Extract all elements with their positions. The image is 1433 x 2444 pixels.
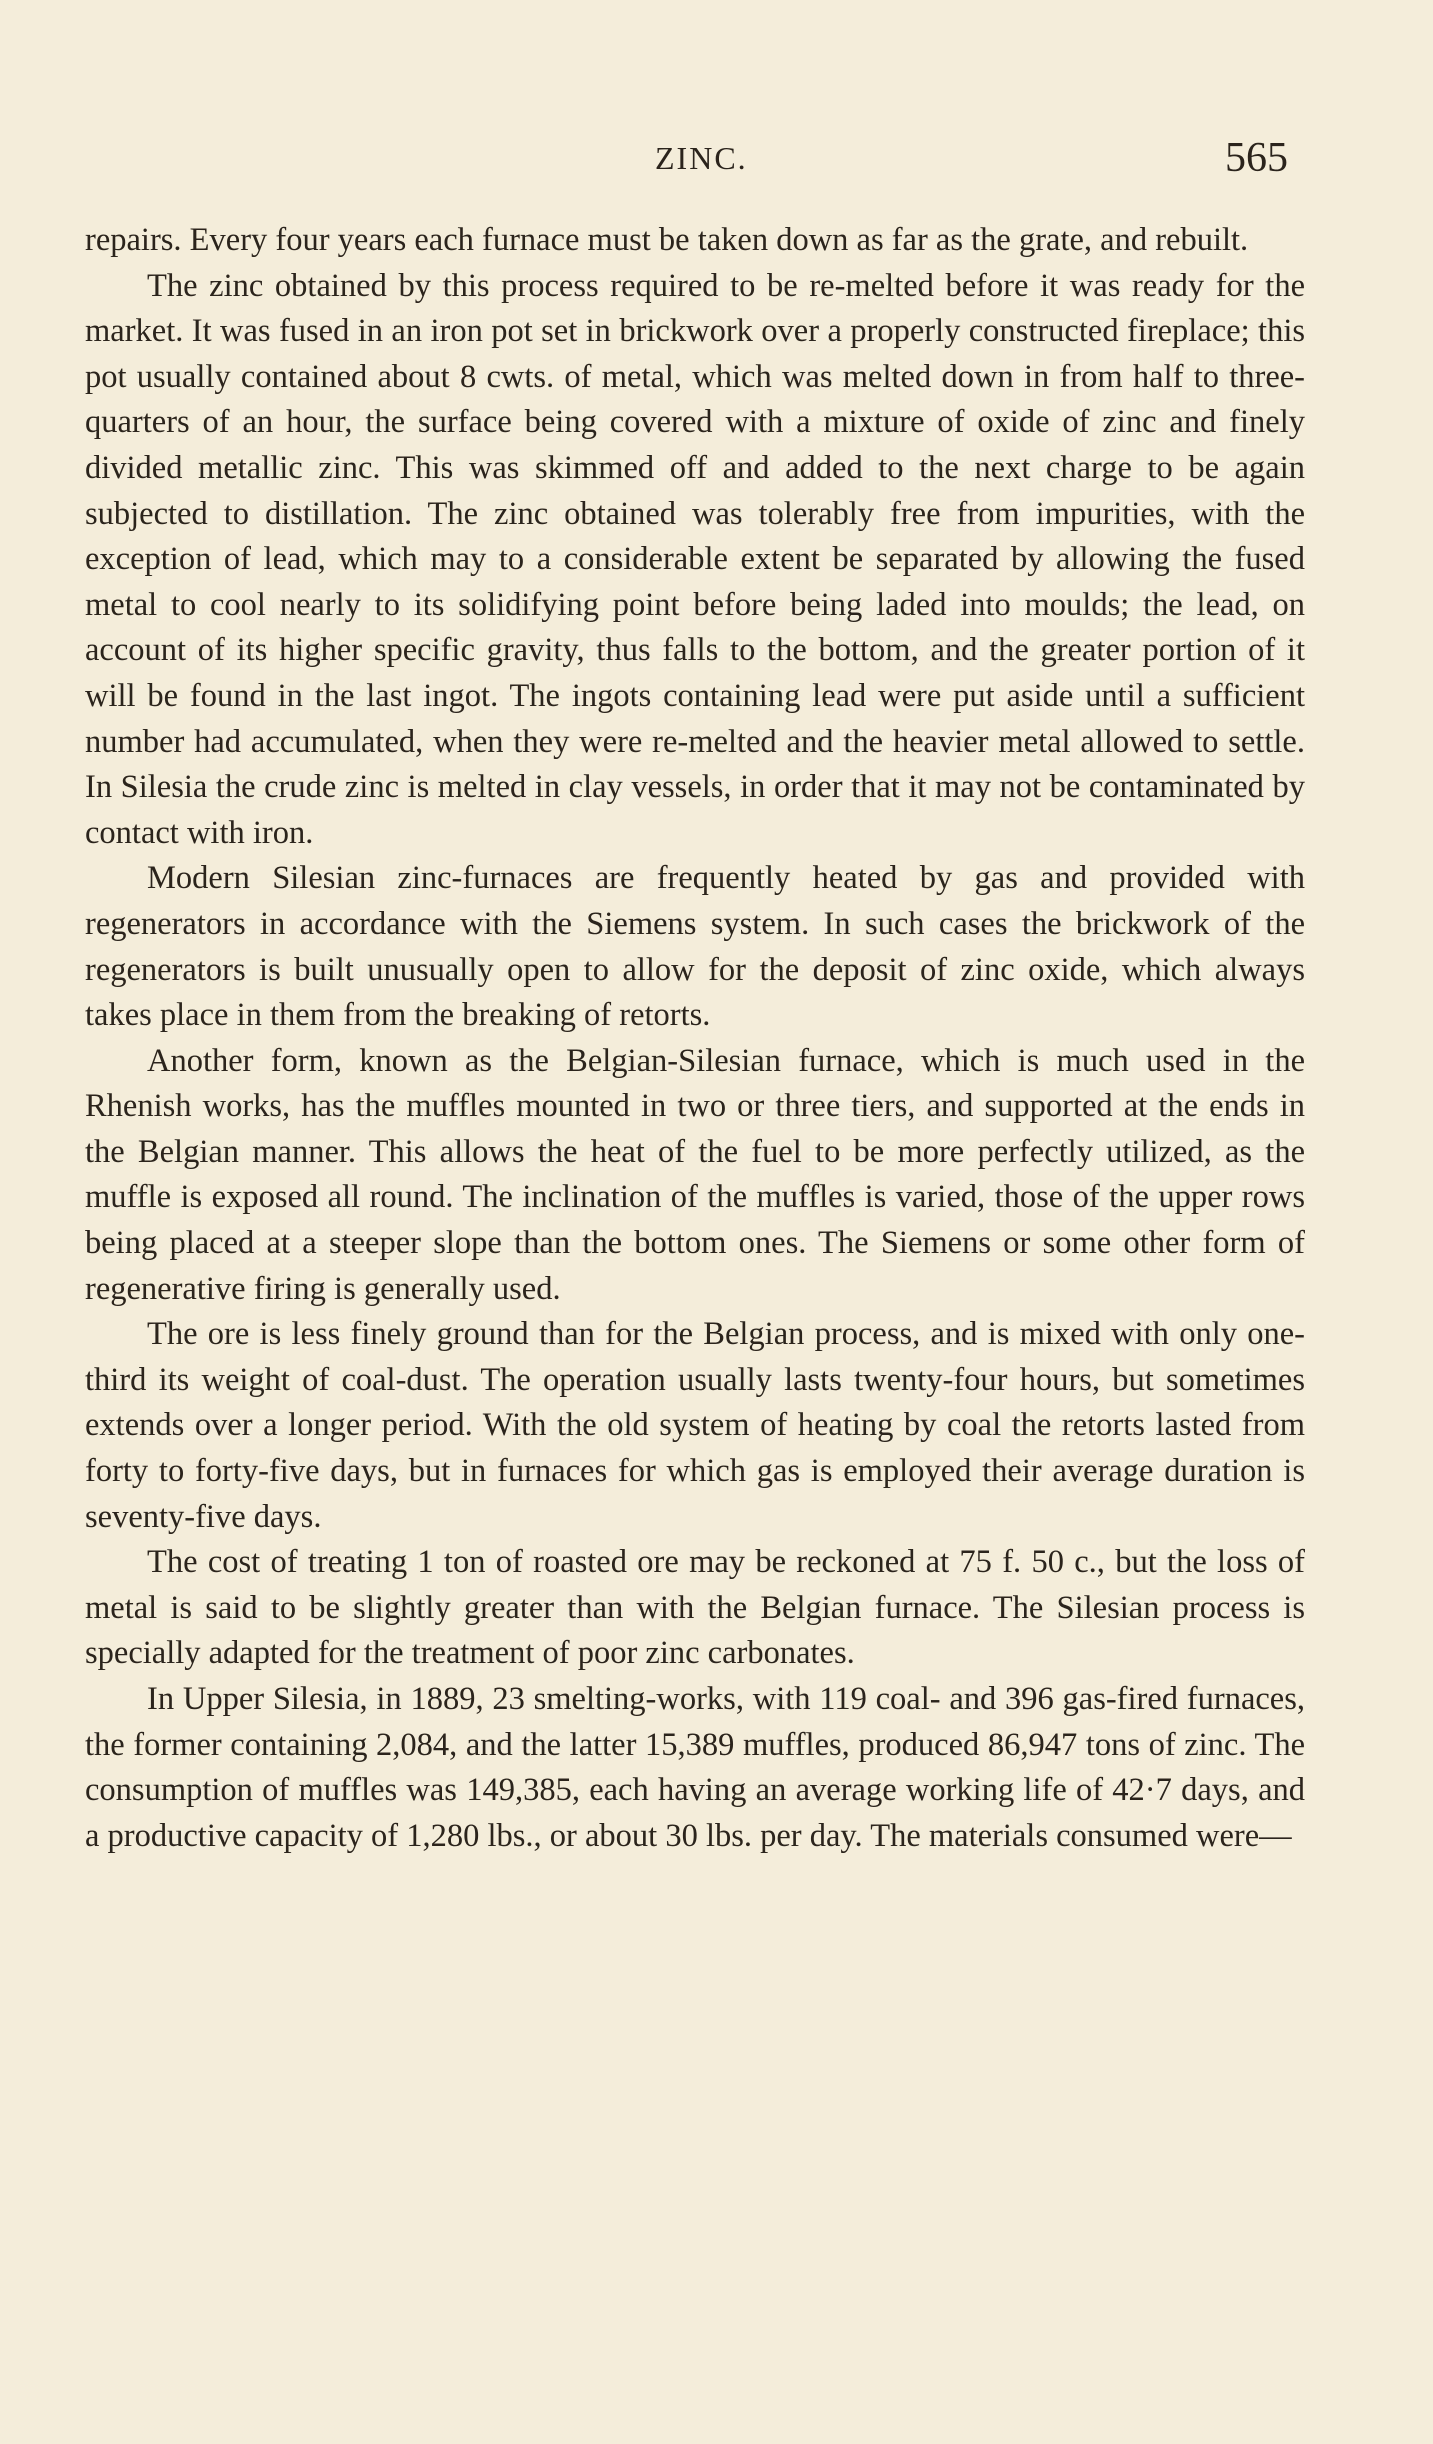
page-number: 565: [1225, 135, 1288, 181]
paragraph-modern-furnaces: Modern Silesian zinc-furnaces are frequently heated by gas and provided with regenerators in accordance with the Siemens system. In such cases the brickwork of the regenerators is built unusually open to allow for the deposit of zinc oxide, which always takes place in them from the breaking of retorts.: [85, 860, 1305, 1034]
paragraph-remelting: The zinc obtained by this process required to be re-melted before it was ready for the market. It was fused in an iron pot set in brickwork over a properly constructed fireplace; this pot usually contained about 8 cwts. of metal, which was melted down in from half to three-quarters of an hour, the surface being covered with a mixture of oxide of zinc and finely divided metallic zinc. This was skimmed off and added to the next charge to be again subjected to distillation. The zinc obtained was tolerably free from impurities, with the exception of lead, which may to a considerable extent be separated by allowing the fused metal to cool nearly to its solidifying point before being laded into moulds; the lead, on account of its higher specific gravity, thus falls to the bottom, and the greater portion of it will be found in the last ingot. The ingots containing lead were put aside until a sufficient number had accumulated, when they were re-melted and the heavier metal allowed to settle. In Silesia the crude zinc is melted in clay vessels, in order that it may not be contaminated by contact with iron.: [85, 267, 1305, 851]
paragraph-ore-grinding: The ore is less finely ground than for the Belgian process, and is mixed with only one-third its weight of coal-dust. The operation usually lasts twenty-four hours, but sometimes extends over a longer period. With the old system of heating by coal the retorts lasted from forty to forty-five days, but in furnaces for which gas is employed their average duration is seventy-five days.: [85, 1316, 1305, 1535]
paragraph-upper-silesia: In Upper Silesia, in 1889, 23 smelting-works, with 119 coal- and 396 gas-fired furnaces, the former containing 2,084, and the latter 15,389 muffles, produced 86,947 tons of zinc. The consumption of muffles was 149,385, each having an average working life of 42·7 days, and a productive capacity of 1,280 lbs., or about 30 lbs. per day. The materials consumed were—: [85, 1681, 1305, 1854]
running-title: ZINC.: [655, 140, 748, 176]
paragraph-continued: repairs. Every four years each furnace must be taken down as far as the grate, and rebuilt.: [85, 222, 1249, 258]
body-text: [85, 218, 1305, 1859]
paragraph-cost: The cost of treating 1 ton of roasted ore may be reckoned at 75 f. 50 c., but the loss of metal is said to be slightly greater than with the Belgian furnace. The Silesian process is specially adapted for the treatment of poor zinc carbonates.: [85, 1544, 1305, 1672]
page-header: [0, 135, 1433, 200]
paragraph-belgian-silesian: Another form, known as the Belgian-Silesian furnace, which is much used in the Rhenish works, has the muffles mounted in two or three tiers, and supported at the ends in the Belgian manner. This allows the heat of the fuel to be more perfectly utilized, as the muffle is exposed all round. The inclination of the muffles is varied, those of the upper rows being placed at a steeper slope than the bottom ones. The Siemens or some other form of regenerative firing is generally used.: [85, 1042, 1305, 1307]
